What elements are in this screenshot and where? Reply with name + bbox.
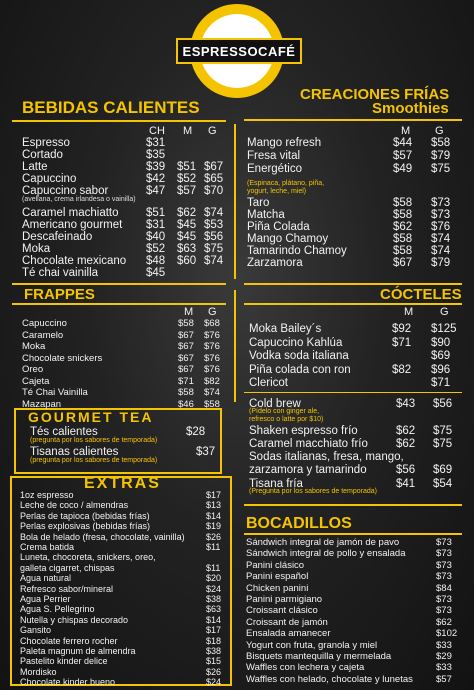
- gourmet-item-price: $37: [196, 446, 216, 458]
- bocadillos-item-price: $102: [436, 628, 458, 640]
- creaciones-price-m: $67: [393, 257, 413, 269]
- cold-price-g: $75: [433, 425, 453, 437]
- bebidas-price-ch: $40: [146, 231, 166, 243]
- cocteles-topline: [244, 283, 462, 285]
- creaciones-item-name: Mango Chamoy: [247, 233, 329, 245]
- bebidas-item-name: Chocolate mexicano: [22, 255, 127, 267]
- frappes-item-name: Mazapan: [22, 398, 62, 410]
- bebidas-price-m: $63: [177, 243, 197, 255]
- creaciones-price-g: $58: [431, 137, 451, 149]
- creaciones-item-name: Fresa vital: [247, 150, 301, 162]
- bebidas-price-m: $57: [177, 185, 197, 197]
- bocadillos-item-name: Waffles con lechera y cajeta: [246, 662, 365, 674]
- extras-item-name: Chocolate ferrero rocher: [20, 635, 118, 646]
- creaciones-price-g: $74: [431, 245, 451, 257]
- bebidas-item-name: Caramel machiatto: [22, 207, 119, 219]
- extras-item-price: $18: [206, 635, 222, 646]
- bebidas-item-name: Latte: [22, 161, 48, 173]
- bebidas-price-g: $70: [204, 185, 224, 197]
- gourmet-tea-title: GOURMET TEA: [28, 409, 154, 425]
- tisana-note: (Pregunta por los sabores de temporada): [249, 488, 378, 495]
- frappes-price-m: $46: [178, 398, 194, 410]
- extras-item-price: $26: [206, 666, 222, 677]
- bebidas-price-m: $45: [177, 219, 197, 231]
- creaciones-underline: [244, 119, 462, 121]
- bocadillos-title: BOCADILLOS: [246, 515, 352, 532]
- logo-wordmark: ESPRESSOCAFÉ: [176, 38, 302, 64]
- frappes-price-m: $67: [178, 352, 194, 364]
- gourmet-item-name: Tisanas calientes: [30, 446, 119, 458]
- creaciones-subtitle: Smoothies: [372, 100, 449, 117]
- bebidas-item-name: Descafeinado: [22, 231, 93, 243]
- frappes-price-m: $67: [178, 364, 194, 375]
- extras-item-name: Paleta magnum de almendra: [20, 646, 136, 656]
- bebidas-price-m: $45: [177, 231, 197, 243]
- extras-item-name: Refresco sabor/mineral: [20, 583, 114, 594]
- creaciones-price-m: $58: [393, 209, 413, 221]
- cocteles-price-m: $82: [392, 364, 412, 376]
- frappes-item-name: Moka: [22, 341, 46, 352]
- frappes-item-name: Chocolate snickers: [22, 352, 103, 364]
- creaciones-header-m: M: [401, 125, 411, 137]
- cold-price-m: $41: [396, 478, 416, 490]
- bocadillos-item-price: $73: [436, 571, 452, 583]
- bocadillos-topline: [244, 504, 462, 506]
- bebidas-item-name: Té chai vainilla: [22, 267, 99, 279]
- cocteles-header-g: G: [440, 306, 449, 318]
- cold-item-name: Cold brew: [249, 398, 301, 410]
- extras-item-price: $19: [206, 521, 222, 532]
- frappes-price-m: $58: [178, 387, 194, 398]
- cocteles-header-m: M: [404, 306, 414, 318]
- bebidas-item-name: Espresso: [22, 137, 70, 149]
- cocteles-price-g: $90: [431, 337, 451, 349]
- bocadillos-item-name: Croissant clásico: [246, 605, 318, 617]
- bocadillos-item-price: $84: [436, 582, 452, 594]
- bebidas-item-name: Moka: [22, 243, 51, 255]
- creaciones-price-g: $74: [431, 233, 451, 245]
- bocadillos-item-price: $33: [436, 662, 452, 674]
- frappes-header-m: M: [184, 306, 194, 318]
- bebidas-price-ch: $52: [146, 243, 166, 255]
- gourmet-item-name: Tés calientes: [30, 426, 98, 438]
- extras-item-price: $15: [206, 656, 222, 667]
- frappes-price-g: $82: [204, 375, 220, 387]
- extras-item-name: Agua S. Pellegrino: [20, 604, 95, 615]
- frappes-price-m: $71: [178, 375, 194, 387]
- frappes-price-g: $74: [204, 387, 220, 398]
- creaciones-item-name: Taro: [247, 197, 270, 209]
- creaciones-note: (Espinaca, plátano, piña, yogurt, leche, miel): [247, 180, 325, 195]
- extras-item-price: $38: [206, 594, 222, 604]
- bocadillos-item-name: Panini español: [246, 571, 309, 583]
- frappes-item-name: Oreo: [22, 364, 44, 375]
- center-divider-mid: [234, 290, 236, 402]
- bebidas-price-m: $60: [177, 255, 197, 267]
- gourmet-item-price: $28: [186, 426, 206, 438]
- bocadillos-item-name: Sándwich integral de jamón de pavo: [246, 537, 400, 548]
- cocteles-title: CÓCTELES: [380, 286, 462, 303]
- bebidas-price-g: $65: [204, 173, 224, 185]
- cocteles-item-name: Vodka soda italiana: [249, 350, 349, 362]
- creaciones-item-name: Energético: [247, 163, 302, 175]
- bebidas-item-name: Americano gourmet: [22, 219, 123, 231]
- bebidas-price-ch: $39: [146, 161, 166, 173]
- cold-item-name: Tisana fría: [249, 478, 303, 490]
- bocadillos-item-price: $73: [436, 537, 452, 548]
- creaciones-price-g: $73: [431, 197, 451, 209]
- cocteles-price-g: $71: [431, 377, 451, 389]
- frappes-underline: [12, 303, 226, 305]
- frappes-topline: [12, 283, 226, 285]
- cocteles-price-m: $71: [392, 337, 412, 349]
- frappes-price-g: $68: [204, 318, 220, 329]
- creaciones-price-m: $49: [393, 163, 413, 175]
- bebidas-price-g: $67: [204, 161, 224, 173]
- bebidas-price-ch: $31: [146, 219, 166, 231]
- cocteles-price-m: $92: [392, 323, 412, 335]
- cocteles-underline: [244, 303, 462, 305]
- bebidas-price-ch: $48: [146, 255, 166, 267]
- bocadillos-item-name: Waffles con helado, chocolate y lunetas: [246, 673, 413, 685]
- bebidas-item-name: Capuccino sabor: [22, 185, 109, 197]
- cocteles-item-name: Capuccino Kahlúa: [249, 337, 343, 349]
- frappes-price-g: $58: [204, 398, 220, 410]
- bebidas-price-m: $62: [177, 207, 197, 219]
- frappes-price-m: $67: [178, 329, 194, 341]
- extras-item-price: $14: [206, 614, 222, 625]
- extras-item-price: $11: [206, 562, 221, 573]
- cocteles-price-g: $69: [431, 350, 451, 362]
- extras-item-name: Perlas explosivas (bebidas frías): [20, 521, 151, 532]
- gourmet-item-note: (pregunta por los sabores de temporada): [30, 457, 158, 464]
- bocadillos-item-price: $57: [436, 673, 452, 685]
- extras-item-name: Bola de helado (fresa, chocolate, vainilla): [20, 531, 185, 542]
- bocadillos-item-name: Panini parmigiano: [246, 594, 323, 605]
- cocteles-price-g: $96: [431, 364, 451, 376]
- bebidas-calientes-title: BEBIDAS CALIENTES: [22, 98, 200, 117]
- frappes-price-g: $76: [204, 352, 220, 364]
- creaciones-header-g: G: [435, 125, 444, 137]
- cold-price-m: $62: [396, 425, 416, 437]
- creaciones-item-name: Tamarindo Chamoy: [247, 245, 347, 257]
- extras-item-name: Mordisko: [20, 666, 57, 677]
- extras-item-price: $38: [206, 646, 222, 656]
- bocadillos-item-price: $62: [436, 616, 452, 628]
- bebidas-header-ch: CH: [149, 125, 165, 137]
- cold-item-name: zarzamora y tamarindo: [249, 464, 367, 476]
- bocadillos-item-price: $73: [436, 559, 452, 571]
- extras-item-name: Agua Perrier: [20, 594, 71, 604]
- creaciones-price-m: $62: [393, 221, 413, 233]
- bocadillos-item-name: Yogurt con fruta, granola y miel: [246, 639, 378, 651]
- cold-price-g: $75: [433, 438, 453, 450]
- bocadillos-underline: [244, 533, 462, 535]
- bocadillos-item-price: $73: [436, 548, 452, 560]
- frappes-price-g: $76: [204, 364, 220, 375]
- creaciones-price-m: $58: [393, 233, 413, 245]
- creaciones-price-m: $44: [393, 137, 413, 149]
- gourmet-item-note: (pregunta por los sabores de temporada): [30, 437, 158, 444]
- extras-item-price: $63: [206, 604, 222, 615]
- center-divider-top: [234, 124, 236, 279]
- cold-item-name: Caramel macchiato frío: [249, 438, 368, 450]
- bocadillos-item-price: $29: [436, 651, 452, 662]
- frappes-price-g: $76: [204, 341, 220, 352]
- bebidas-price-g: $53: [204, 219, 224, 231]
- frappes-item-name: Capuccino: [22, 318, 67, 329]
- cold-price-g: $69: [433, 464, 453, 476]
- creaciones-price-g: $76: [431, 221, 451, 233]
- bocadillos-item-price: $33: [436, 639, 452, 651]
- creaciones-title: CREACIONES FRÍAS: [300, 86, 450, 103]
- bocadillos-item-name: Bisquets mantequilla y mermelada: [246, 651, 392, 662]
- extras-item-name: Nutella y chispas decorado: [20, 614, 129, 625]
- creaciones-item-name: Mango refresh: [247, 137, 322, 149]
- bebidas-price-m: $51: [177, 161, 197, 173]
- frappes-price-m: $67: [178, 341, 194, 352]
- cold-price-m: $62: [396, 438, 416, 450]
- espresso-cafe-logo: [176, 4, 302, 92]
- cold-item-name: Sodas italianas, fresa, mango,: [249, 451, 404, 463]
- bebidas-price-ch: $51: [146, 207, 166, 219]
- extras-item-name: Pastelito kinder delice: [20, 656, 108, 667]
- extras-title: EXTRAS: [84, 475, 161, 492]
- bebidas-underline: [12, 120, 226, 122]
- bebidas-note: (avellana, crema irlandesa o vainilla): [22, 196, 136, 203]
- bebidas-header-m: M: [183, 125, 193, 137]
- bebidas-price-ch: $42: [146, 173, 166, 185]
- extras-item-price: $24: [206, 677, 222, 688]
- bocadillos-item-price: $73: [436, 594, 452, 605]
- extras-item-price: $11: [206, 542, 221, 552]
- cocteles-item-name: Piña colada con ron: [249, 364, 351, 376]
- bebidas-header-g: G: [208, 125, 217, 137]
- bebidas-price-ch: $47: [146, 185, 166, 197]
- extras-item-price: $13: [206, 500, 222, 511]
- frappes-title: FRAPPES: [24, 286, 95, 303]
- cocteles-item-name: Clericot: [249, 377, 288, 389]
- bebidas-item-name: Capuccino: [22, 173, 77, 185]
- extras-item-name: galleta cigarret, chispas: [20, 562, 115, 573]
- cold-price-m: $43: [396, 398, 416, 410]
- extras-item-name: Gansito: [20, 625, 52, 636]
- extras-item-name: Leche de coco / almendras: [20, 500, 129, 511]
- extras-item-price: $24: [206, 583, 222, 594]
- frappes-item-name: Cajeta: [22, 375, 50, 387]
- extras-item-name: Perlas de tapioca (bebidas frías): [20, 510, 150, 521]
- creaciones-price-g: $75: [431, 163, 451, 175]
- bocadillos-item-name: Sándwich integral de pollo y ensalada: [246, 548, 406, 560]
- creaciones-price-m: $58: [393, 245, 413, 257]
- extras-item-price: $17: [206, 490, 222, 500]
- creaciones-price-m: $57: [393, 150, 413, 162]
- bocadillos-item-name: Panini clásico: [246, 559, 305, 571]
- extras-item-name: 1oz espresso: [20, 490, 74, 500]
- extras-item-price: $20: [206, 573, 222, 584]
- frappes-price-g: $76: [204, 329, 220, 341]
- extras-item-price: $14: [206, 510, 222, 521]
- extras-item-name: Crema batida: [20, 542, 75, 552]
- cold-price-g: $56: [433, 398, 453, 410]
- extras-item-name: Agua natural: [20, 573, 72, 584]
- creaciones-item-name: Matcha: [247, 209, 285, 221]
- frappes-header-g: G: [208, 306, 217, 318]
- extras-item-name: Chocolate kinder bueno: [20, 677, 116, 688]
- bebidas-price-g: $75: [204, 243, 224, 255]
- frappes-item-name: Caramelo: [22, 329, 64, 341]
- bebidas-price-m: $52: [177, 173, 197, 185]
- cocteles-price-g: $125: [431, 323, 457, 335]
- bebidas-price-ch: $35: [146, 149, 166, 161]
- creaciones-price-g: $79: [431, 257, 451, 269]
- bebidas-price-ch: $31: [146, 137, 166, 149]
- bebidas-price-ch: $45: [146, 267, 166, 279]
- creaciones-price-m: $58: [393, 197, 413, 209]
- bebidas-price-g: $56: [204, 231, 224, 243]
- cold-price-m: $56: [396, 464, 416, 476]
- frappes-price-m: $58: [178, 318, 194, 329]
- bebidas-price-g: $74: [204, 255, 224, 267]
- bocadillos-item-name: Ensalada amanecer: [246, 628, 331, 640]
- cold-price-g: $54: [433, 478, 453, 490]
- creaciones-item-name: Zarzamora: [247, 257, 303, 269]
- bebidas-price-g: $74: [204, 207, 224, 219]
- bebidas-item-name: Cortado: [22, 149, 63, 161]
- bocadillos-item-name: Chicken panini: [246, 582, 309, 594]
- creaciones-price-g: $79: [431, 150, 451, 162]
- cocteles-divider: [244, 392, 462, 393]
- cocteles-item-name: Moka Bailey´s: [249, 323, 322, 335]
- bocadillos-item-name: Croissant de jamón: [246, 616, 328, 628]
- extras-item-price: $17: [206, 625, 222, 636]
- extras-item-name: Luneta, chocoreta, snickers, oreo,: [20, 552, 156, 563]
- frappes-item-name: Té Chai Vainilla: [22, 387, 88, 398]
- bocadillos-item-price: $73: [436, 605, 452, 617]
- creaciones-price-g: $73: [431, 209, 451, 221]
- creaciones-item-name: Piña Colada: [247, 221, 310, 233]
- cold-item-name: Shaken espresso frío: [249, 425, 358, 437]
- extras-item-price: $26: [206, 531, 222, 542]
- cold-brew-note: (Pídelo con ginger ale, refresco o latte por $10): [249, 408, 324, 423]
